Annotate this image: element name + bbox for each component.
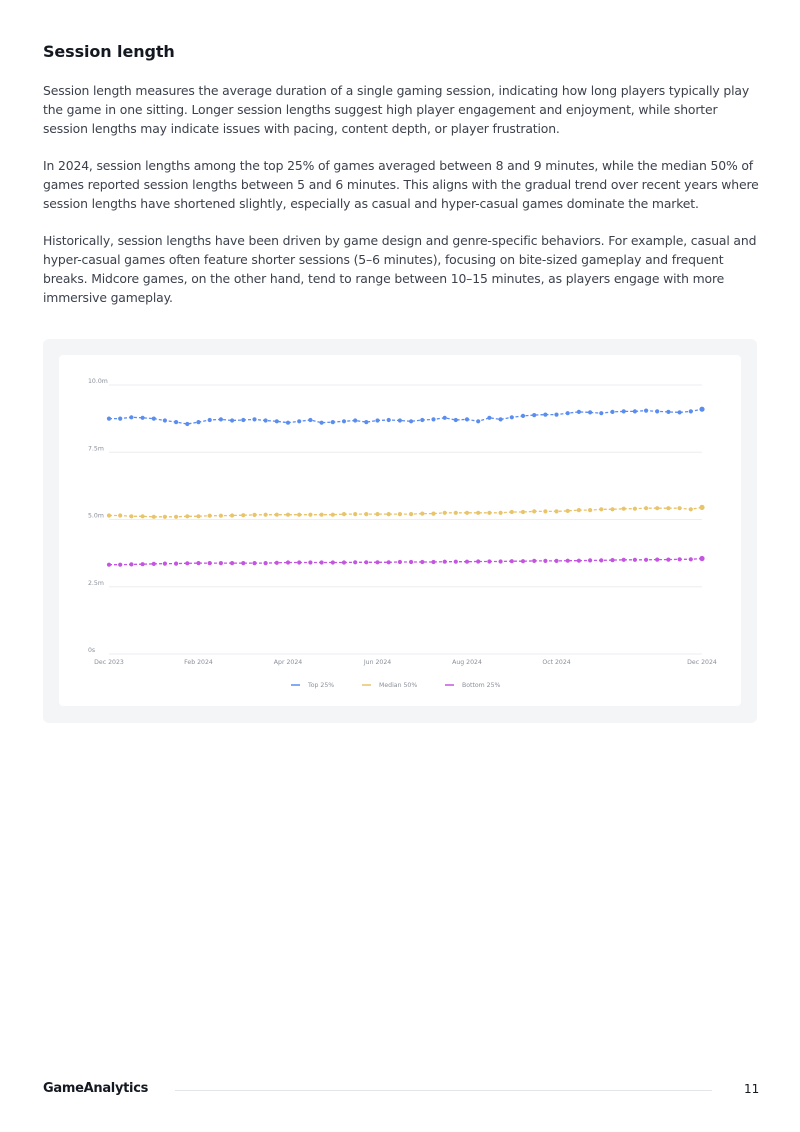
data-point	[622, 507, 626, 511]
data-point	[689, 507, 693, 511]
data-point	[577, 559, 581, 563]
y-tick-label: 5.0m	[88, 512, 104, 520]
data-point	[487, 416, 491, 420]
data-point	[678, 410, 682, 414]
data-point	[689, 409, 693, 413]
data-point	[141, 416, 145, 420]
x-tick-label: Dec 2024	[687, 659, 717, 666]
data-point	[353, 512, 357, 516]
x-tick-label: Feb 2024	[184, 659, 213, 666]
data-point	[387, 512, 391, 516]
data-point	[364, 512, 368, 516]
data-point	[196, 420, 200, 424]
data-point	[610, 410, 614, 414]
data-point	[320, 513, 324, 517]
footer-logo: GameAnalytics	[43, 1081, 149, 1096]
data-point	[420, 418, 424, 422]
data-point	[487, 511, 491, 515]
data-point	[465, 560, 469, 564]
data-point	[431, 512, 435, 516]
data-point	[610, 558, 614, 562]
data-point	[308, 513, 312, 517]
data-point	[118, 513, 122, 517]
data-point	[308, 418, 312, 422]
data-point	[666, 558, 670, 562]
data-point	[185, 514, 189, 518]
data-point	[185, 561, 189, 565]
data-point	[163, 418, 167, 422]
data-point	[241, 561, 245, 565]
data-point	[499, 511, 503, 515]
data-point	[129, 562, 133, 566]
data-point	[678, 506, 682, 510]
data-point	[219, 417, 223, 421]
data-point	[174, 562, 178, 566]
data-point	[196, 514, 200, 518]
data-point	[622, 409, 626, 413]
data-point	[443, 560, 447, 564]
data-point	[588, 410, 592, 414]
data-point	[566, 411, 570, 415]
data-point	[342, 560, 346, 564]
data-point	[297, 513, 301, 517]
data-point	[275, 419, 279, 423]
data-point	[208, 561, 212, 565]
data-point	[644, 409, 648, 413]
data-point	[510, 510, 514, 514]
x-tick-label: Jun 2024	[363, 659, 392, 666]
data-point	[320, 560, 324, 564]
data-point	[364, 420, 368, 424]
data-point	[633, 409, 637, 413]
data-point	[230, 561, 234, 565]
data-point	[521, 559, 525, 563]
page-title: Session length	[43, 42, 175, 61]
data-point	[699, 505, 704, 510]
data-point	[241, 513, 245, 517]
data-point	[241, 418, 245, 422]
y-tick-label: 2.5m	[88, 579, 104, 587]
data-point	[499, 417, 503, 421]
data-point	[141, 514, 145, 518]
chart-panel	[59, 355, 741, 706]
data-point	[398, 418, 402, 422]
legend-label: Median 50%	[379, 682, 418, 689]
data-point	[443, 511, 447, 515]
x-tick-label: Apr 2024	[273, 659, 303, 666]
data-point	[286, 560, 290, 564]
paragraph-intro: Session length measures the average duration of a single gaming session, indicating how long players typically play the game in one sitting. Longer session lengths suggest high player engagement and enjoyment, while shorter session lengths may indicate issues with pacing, content depth, or player frustration.	[43, 83, 750, 136]
data-point	[353, 560, 357, 564]
data-point	[465, 511, 469, 515]
y-tick-label: 0s	[88, 647, 96, 654]
data-point	[655, 409, 659, 413]
x-tick-label: Dec 2023	[94, 659, 124, 666]
data-point	[375, 512, 379, 516]
legend-label: Bottom 25%	[462, 682, 501, 689]
y-tick-label: 7.5m	[88, 445, 104, 453]
data-point	[252, 513, 256, 517]
data-point	[666, 410, 670, 414]
data-point	[476, 419, 480, 423]
data-point	[510, 559, 514, 563]
data-point	[644, 506, 648, 510]
data-point	[420, 560, 424, 564]
data-point	[409, 512, 413, 516]
data-point	[107, 563, 111, 567]
data-point	[566, 509, 570, 513]
data-point	[320, 421, 324, 425]
data-point	[454, 511, 458, 515]
data-point	[476, 511, 480, 515]
data-point	[431, 560, 435, 564]
chart-card	[43, 339, 757, 723]
data-point	[163, 515, 167, 519]
data-point	[375, 418, 379, 422]
data-point	[152, 562, 156, 566]
y-tick-label: 10.0m	[88, 378, 108, 385]
data-point	[252, 561, 256, 565]
data-point	[599, 411, 603, 415]
data-point	[588, 558, 592, 562]
data-point	[174, 420, 178, 424]
data-point	[286, 513, 290, 517]
footer-divider	[175, 1090, 712, 1091]
x-tick-label: Oct 2024	[542, 659, 571, 666]
data-point	[543, 559, 547, 563]
data-point	[532, 509, 536, 513]
data-point	[633, 558, 637, 562]
data-point	[431, 417, 435, 421]
data-point	[275, 561, 279, 565]
data-point	[543, 509, 547, 513]
data-point	[286, 421, 290, 425]
data-point	[364, 560, 368, 564]
data-point	[588, 508, 592, 512]
data-point	[398, 560, 402, 564]
data-point	[118, 563, 122, 567]
data-point	[308, 560, 312, 564]
data-point	[398, 512, 402, 516]
data-point	[510, 415, 514, 419]
data-point	[107, 513, 111, 517]
data-point	[521, 414, 525, 418]
data-point	[297, 419, 301, 423]
paragraph-history: Historically, session lengths have been driven by game design and genre-specific behaviors. For example, casual and hyper-casual games often feature shorter sessions (5–6 minutes), focusing on bite-sized gameplay and frequent breaks. Midcore games, on the other hand, tend to range between 10–15 minutes, as players engage with more immersive gameplay.	[43, 233, 757, 305]
body-text	[43, 81, 759, 325]
data-point	[543, 413, 547, 417]
data-point	[655, 506, 659, 510]
data-point	[208, 514, 212, 518]
data-point	[252, 417, 256, 421]
data-point	[219, 561, 223, 565]
data-point	[118, 417, 122, 421]
data-point	[230, 513, 234, 517]
data-point	[196, 561, 200, 565]
data-point	[499, 559, 503, 563]
data-point	[554, 559, 558, 563]
data-point	[297, 560, 301, 564]
data-point	[264, 513, 268, 517]
legend-label: Top 25%	[308, 682, 335, 689]
data-point	[689, 557, 693, 561]
data-point	[409, 419, 413, 423]
data-point	[342, 512, 346, 516]
data-point	[699, 556, 704, 561]
data-point	[599, 558, 603, 562]
data-point	[420, 512, 424, 516]
data-point	[633, 507, 637, 511]
data-point	[666, 506, 670, 510]
data-point	[599, 507, 603, 511]
data-point	[644, 558, 648, 562]
data-point	[387, 418, 391, 422]
data-point	[264, 561, 268, 565]
data-point	[678, 557, 682, 561]
data-point	[610, 507, 614, 511]
data-point	[185, 422, 189, 426]
x-tick-label: Aug 2024	[452, 659, 482, 666]
data-point	[409, 560, 413, 564]
data-point	[107, 417, 111, 421]
data-point	[622, 558, 626, 562]
data-point	[230, 418, 234, 422]
data-point	[532, 413, 536, 417]
data-point	[264, 418, 268, 422]
data-point	[375, 560, 379, 564]
data-point	[141, 562, 145, 566]
data-point	[331, 560, 335, 564]
session-length-chart	[59, 355, 741, 706]
data-point	[174, 515, 178, 519]
data-point	[208, 418, 212, 422]
data-point	[487, 559, 491, 563]
data-point	[577, 410, 581, 414]
data-point	[655, 558, 659, 562]
data-point	[577, 508, 581, 512]
data-point	[219, 514, 223, 518]
data-point	[454, 560, 458, 564]
data-point	[532, 559, 536, 563]
data-point	[476, 559, 480, 563]
paragraph-2024: In 2024, session lengths among the top 25% of games averaged between 8 and 9 minutes, while the median 50% of games reported session lengths between 5 and 6 minutes. This aligns with the gradual trend over recent years where session lengths have shortened slightly, especially as casual and hyper-casual games dominate the market.	[43, 158, 759, 211]
data-point	[152, 515, 156, 519]
data-point	[152, 417, 156, 421]
data-point	[129, 415, 133, 419]
data-point	[554, 413, 558, 417]
data-point	[521, 510, 525, 514]
page-number: 11	[744, 1082, 760, 1096]
data-point	[554, 509, 558, 513]
data-point	[443, 416, 447, 420]
data-point	[163, 562, 167, 566]
data-point	[275, 513, 279, 517]
data-point	[331, 420, 335, 424]
data-point	[699, 407, 704, 412]
data-point	[331, 513, 335, 517]
data-point	[454, 418, 458, 422]
data-point	[387, 560, 391, 564]
data-point	[129, 514, 133, 518]
data-point	[566, 559, 570, 563]
data-point	[353, 418, 357, 422]
data-point	[465, 417, 469, 421]
data-point	[342, 419, 346, 423]
